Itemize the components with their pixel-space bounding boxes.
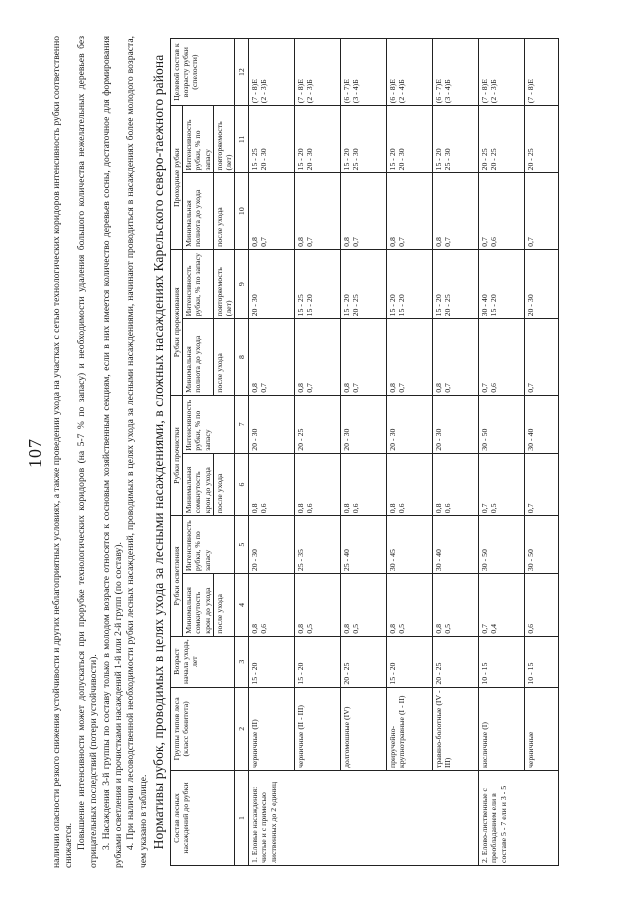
column-number: 10 — [235, 173, 249, 249]
thinning-intensity-cell-value: 15 - 20 — [397, 294, 407, 317]
target-composition-cell — [479, 39, 525, 106]
intro-text — [51, 36, 150, 868]
thinning-intensity-cell-value: 15 - 20 — [342, 294, 352, 317]
target-composition-cell — [433, 39, 479, 106]
passing-intensity-cell-value: 15 - 20 — [388, 148, 398, 171]
column-number: 8 — [235, 319, 249, 395]
passing-intensity-cell-value: 25 - 30 — [443, 148, 453, 171]
header-min-density: Минимальная полнота до ухода — [183, 319, 214, 395]
thinning-min-density-cell-value: 0,7 — [305, 383, 315, 393]
clearing-intensity-cell: 25 - 40 — [341, 516, 387, 574]
passing-min-density-cell-value: 0,8 — [342, 237, 352, 247]
clearing-min-density-cell — [341, 574, 387, 637]
header-min-density: Минимальная сомкнутость крон до ухода — [183, 574, 214, 637]
cleaning-intensity-cell: 30 - 40 — [525, 395, 559, 453]
clearing-min-density-cell-value: 0,5 — [397, 623, 407, 634]
target-composition-cell-value: (7 - 8)Е — [296, 79, 306, 104]
passing-intensity-cell — [387, 106, 433, 173]
intro-paragraph: 3. Насаждения 3-й группы по составу только в молодом возрасте относятся к сосновым хозяйственным секциям, если в них имеется количество деревьев сосны, достаточное для формирования рубками осветления и прочистками насаждений 1-й или 2-й групп (по составу). — [100, 36, 125, 868]
intro-paragraph: наличии опасности резкого снижения устойчивости и других неблагоприятных условиях, а также проведении ухода на участках с сетью технологических коридоров интенсивность рубки соответственно снижается. — [51, 36, 75, 868]
header-repeat: повторяемость (лет) — [213, 106, 234, 173]
cleaning-min-density-cell-value: 0,7 — [526, 503, 536, 514]
forest-type-cell: травяно-болотные (IV - III) — [433, 687, 479, 770]
table-row — [341, 39, 387, 866]
passing-intensity-cell-value: 20 - 30 — [259, 148, 269, 171]
column-number: 9 — [235, 249, 249, 318]
thinning-intensity-cell — [387, 249, 433, 318]
target-composition-cell-value: (2 - 3)Б — [259, 79, 269, 104]
table-row — [249, 39, 295, 866]
cleaning-intensity-cell: 20 - 30 — [341, 395, 387, 453]
intro-paragraph: 4. При наличии лесоводственной необходимости рубки лесных насаждений, проводимых в целях ухода за лесными насаждениями, начинают проводиться в насаждениях более молодого возраста, чем указано в таблице. — [125, 36, 149, 868]
target-composition-cell-value: (3 - 4)Б — [443, 79, 453, 104]
thinning-min-density-cell-value: 0,8 — [342, 383, 352, 393]
header-intensity: Интенсивность рубки, % по запасу — [183, 516, 235, 574]
thinning-min-density-cell-value: 0,7 — [259, 383, 269, 393]
target-composition-cell — [341, 39, 387, 106]
thinning-intensity-cell-value: 15 - 25 — [296, 294, 306, 317]
clearing-min-density-cell-value: 0,5 — [351, 623, 361, 634]
thinning-min-density-cell-value: 0,7 — [351, 383, 361, 393]
passing-intensity-cell — [249, 106, 295, 173]
passing-min-density-cell — [249, 173, 295, 249]
header-repeat: повторяемость (лет) — [213, 249, 234, 318]
header-clearing: Рубки осветления — [171, 516, 183, 636]
passing-min-density-cell-value: 0,7 — [443, 237, 453, 247]
thinning-min-density-cell-value: 0,8 — [388, 383, 398, 393]
passing-min-density-cell-value: 0,7 — [259, 237, 269, 247]
target-composition-cell-value: (7 - 8)Е — [526, 79, 536, 104]
table-row — [525, 39, 559, 866]
header-after: после ухода — [213, 574, 234, 637]
column-number: 11 — [235, 106, 249, 173]
thinning-min-density-cell-value: 0,6 — [489, 383, 499, 393]
header-after: после ухода — [213, 319, 234, 395]
thinning-intensity-cell-value: 30 - 40 — [480, 294, 490, 317]
target-composition-cell-value: (2 - 3)Б — [489, 79, 499, 104]
passing-intensity-cell-value: 20 - 25 — [526, 148, 536, 171]
table-row — [433, 39, 479, 866]
page-number: 107 — [25, 438, 45, 468]
clearing-min-density-cell-value: 0,7 — [480, 623, 490, 634]
passing-intensity-cell — [295, 106, 341, 173]
cleaning-min-density-cell-value: 0,7 — [480, 503, 490, 514]
passing-min-density-cell — [525, 173, 559, 249]
clearing-min-density-cell — [525, 574, 559, 637]
passing-min-density-cell-value: 0,7 — [397, 237, 407, 247]
target-composition-cell — [525, 39, 559, 106]
passing-min-density-cell-value: 0,8 — [388, 237, 398, 247]
column-number: 6 — [235, 453, 249, 516]
table-row — [387, 39, 433, 866]
target-composition-cell-value: (6 - 7)Е — [342, 79, 352, 104]
cleaning-min-density-cell — [249, 453, 295, 516]
passing-intensity-cell — [433, 106, 479, 173]
column-number: 12 — [235, 39, 249, 106]
clearing-intensity-cell: 25 - 35 — [295, 516, 341, 574]
target-composition-cell — [249, 39, 295, 106]
thinning-intensity-cell-value: 15 - 20 — [388, 294, 398, 317]
cleaning-min-density-cell-value: 0,8 — [434, 503, 444, 514]
passing-min-density-cell — [387, 173, 433, 249]
clearing-min-density-cell-value: 0,4 — [489, 623, 499, 634]
clearing-min-density-cell — [433, 574, 479, 637]
clearing-intensity-cell: 20 - 30 — [249, 516, 295, 574]
passing-min-density-cell — [479, 173, 525, 249]
header-intensity: Интенсивность рубки, % по запасу — [183, 249, 214, 318]
start-age-cell: 20 - 25 — [433, 636, 479, 687]
column-number: 5 — [235, 516, 249, 574]
thinning-min-density-cell — [479, 319, 525, 395]
passing-min-density-cell-value: 0,7 — [351, 237, 361, 247]
norms-table — [170, 38, 559, 866]
group-label: 2. Елово-лиственные с преобладанием ели в составе 5 - 7 ели и 3 - 5 — [479, 771, 559, 866]
cleaning-intensity-cell: 20 - 30 — [387, 395, 433, 453]
clearing-min-density-cell-value: 0,6 — [526, 623, 536, 634]
clearing-min-density-cell-value: 0,8 — [388, 623, 398, 634]
header-start-age: Возраст начала ухода, лет — [171, 636, 235, 687]
target-composition-cell-value: (6 - 7)Е — [434, 79, 444, 104]
thinning-intensity-cell-value: 20 - 25 — [443, 294, 453, 317]
cleaning-min-density-cell — [341, 453, 387, 516]
clearing-min-density-cell-value: 0,8 — [434, 623, 444, 634]
thinning-intensity-cell — [525, 249, 559, 318]
forest-type-cell: черничные — [525, 687, 559, 770]
thinning-min-density-cell-value: 0,7 — [397, 383, 407, 393]
clearing-min-density-cell-value: 0,5 — [443, 623, 453, 634]
passing-intensity-cell-value: 15 - 20 — [342, 148, 352, 171]
group-label: 1. Еловые насаждения: чистые и с примесью лиственных до 2 единиц — [249, 771, 479, 866]
cleaning-min-density-cell — [525, 453, 559, 516]
clearing-intensity-cell: 30 - 50 — [479, 516, 525, 574]
start-age-cell: 20 - 25 — [341, 636, 387, 687]
target-composition-cell-value: (2 - 3)Б — [305, 79, 315, 104]
passing-min-density-cell-value: 0,8 — [434, 237, 444, 247]
header-cleaning: Рубки прочистки — [171, 395, 183, 515]
target-composition-cell — [387, 39, 433, 106]
cleaning-min-density-cell-value: 0,6 — [305, 503, 315, 514]
cleaning-min-density-cell-value: 0,6 — [397, 503, 407, 514]
header-min-density: Минимальная полнота до ухода — [183, 173, 214, 249]
cleaning-min-density-cell-value: 0,8 — [296, 503, 306, 514]
start-age-cell: 10 - 15 — [479, 636, 525, 687]
header-composition: Состав лесных насаждений до рубки — [171, 771, 235, 866]
passing-intensity-cell-value: 20 - 25 — [489, 148, 499, 171]
passing-min-density-cell — [433, 173, 479, 249]
clearing-min-density-cell — [479, 574, 525, 637]
table-row — [479, 39, 525, 866]
intro-paragraph: Повышение интенсивности может допускаться при прорубке технологических коридоров (на 5-7 % по запасу) и необходимости удаления большого количества нежелательных деревьев без отрицательных последствий (потери устойчивости). — [75, 36, 100, 868]
passing-intensity-cell-value: 20 - 25 — [480, 148, 490, 171]
cleaning-intensity-cell: 20 - 30 — [433, 395, 479, 453]
thinning-min-density-cell-value: 0,8 — [250, 383, 260, 393]
header-after: после ухода — [213, 173, 234, 249]
passing-intensity-cell-value: 20 - 30 — [397, 148, 407, 171]
table-body — [249, 39, 559, 866]
cleaning-min-density-cell-value: 0,8 — [250, 503, 260, 514]
passing-intensity-cell-value: 15 - 25 — [250, 148, 260, 171]
thinning-intensity-cell — [433, 249, 479, 318]
thinning-intensity-cell-value: 15 - 20 — [305, 294, 315, 317]
passing-intensity-cell-value: 15 - 20 — [434, 148, 444, 171]
cleaning-intensity-cell: 30 - 50 — [479, 395, 525, 453]
thinning-intensity-cell-value: 20 - 30 — [250, 294, 260, 317]
column-number: 4 — [235, 574, 249, 637]
cleaning-min-density-cell-value: 0,6 — [443, 503, 453, 514]
target-composition-cell-value: (3 - 4)Б — [351, 79, 361, 104]
passing-min-density-cell-value: 0,6 — [489, 237, 499, 247]
passing-min-density-cell — [295, 173, 341, 249]
cleaning-min-density-cell-value: 0,8 — [342, 503, 352, 514]
header-intensity: Интенсивность рубки, % по запасу — [183, 106, 214, 173]
thinning-intensity-cell — [479, 249, 525, 318]
thinning-min-density-cell-value: 0,8 — [296, 383, 306, 393]
header-after: после ухода — [213, 453, 234, 516]
thinning-intensity-cell-value: 20 - 30 — [526, 294, 536, 317]
passing-intensity-cell-value: 25 - 30 — [351, 148, 361, 171]
passing-intensity-cell-value: 15 - 20 — [296, 148, 306, 171]
cleaning-min-density-cell — [479, 453, 525, 516]
clearing-min-density-cell — [387, 574, 433, 637]
forest-type-cell: приручейно-крупнотравные (I - II) — [387, 687, 433, 770]
thinning-intensity-cell-value: 20 - 25 — [351, 294, 361, 317]
thinning-min-density-cell — [387, 319, 433, 395]
cleaning-min-density-cell-value: 0,8 — [388, 503, 398, 514]
cleaning-min-density-cell-value: 0,6 — [259, 503, 269, 514]
clearing-intensity-cell: 30 - 50 — [525, 516, 559, 574]
thinning-min-density-cell — [433, 319, 479, 395]
column-number: 1 — [235, 771, 249, 866]
cleaning-min-density-cell — [295, 453, 341, 516]
forest-type-cell: долгомошные (IV) — [341, 687, 387, 770]
cleaning-min-density-cell-value: 0,6 — [351, 503, 361, 514]
passing-min-density-cell-value: 0,7 — [526, 237, 536, 247]
passing-min-density-cell-value: 0,8 — [250, 237, 260, 247]
passing-intensity-cell — [525, 106, 559, 173]
passing-intensity-cell — [479, 106, 525, 173]
passing-min-density-cell-value: 0,7 — [480, 237, 490, 247]
table-row — [295, 39, 341, 866]
start-age-cell: 10 - 15 — [525, 636, 559, 687]
forest-type-cell: черничные (II - III) — [295, 687, 341, 770]
start-age-cell: 15 - 20 — [295, 636, 341, 687]
header-thinning: Рубки прореживания — [171, 249, 183, 395]
thinning-intensity-cell — [295, 249, 341, 318]
cleaning-min-density-cell — [433, 453, 479, 516]
start-age-cell: 15 - 20 — [249, 636, 295, 687]
header-min-density: Минимальная сомкнутость крон до ухода — [183, 453, 214, 516]
header-intensity: Интенсивность рубки, % по запасу — [183, 395, 235, 453]
header-passing: Проходные рубки — [171, 106, 183, 250]
header-forest-type-group: Группы типов леса (класс бонитета) — [171, 687, 235, 770]
thinning-min-density-cell — [249, 319, 295, 395]
passing-min-density-cell-value: 0,7 — [305, 237, 315, 247]
clearing-intensity-cell: 30 - 40 — [433, 516, 479, 574]
clearing-min-density-cell-value: 0,8 — [250, 623, 260, 634]
clearing-min-density-cell — [295, 574, 341, 637]
column-number: 2 — [235, 687, 249, 770]
passing-min-density-cell-value: 0,8 — [296, 237, 306, 247]
thinning-intensity-cell-value: 15 - 20 — [489, 294, 499, 317]
passing-min-density-cell — [341, 173, 387, 249]
thinning-min-density-cell — [295, 319, 341, 395]
clearing-min-density-cell — [249, 574, 295, 637]
thinning-min-density-cell-value: 0,8 — [434, 383, 444, 393]
clearing-min-density-cell-value: 0,8 — [342, 623, 352, 634]
cleaning-intensity-cell: 20 - 25 — [295, 395, 341, 453]
column-number: 7 — [235, 395, 249, 453]
thinning-min-density-cell — [341, 319, 387, 395]
rotated-page — [21, 26, 619, 878]
header-target: Целевой состав к возрасту рубки (спелости) — [171, 39, 235, 106]
thinning-min-density-cell — [525, 319, 559, 395]
thinning-min-density-cell-value: 0,7 — [443, 383, 453, 393]
column-numbers-row — [235, 39, 249, 866]
target-composition-cell — [295, 39, 341, 106]
forest-type-cell: черничные (II) — [249, 687, 295, 770]
start-age-cell: 15 - 20 — [387, 636, 433, 687]
clearing-min-density-cell-value: 0,5 — [305, 623, 315, 634]
thinning-intensity-cell-value: 15 - 20 — [434, 294, 444, 317]
cleaning-min-density-cell-value: 0,5 — [489, 503, 499, 514]
target-composition-cell-value: (7 - 8)Е — [250, 79, 260, 104]
target-composition-cell-value: (2 - 4)Б — [397, 79, 407, 104]
column-number: 3 — [235, 636, 249, 687]
cleaning-intensity-cell: 20 - 30 — [249, 395, 295, 453]
thinning-min-density-cell-value: 0,7 — [526, 383, 536, 393]
passing-intensity-cell — [341, 106, 387, 173]
clearing-min-density-cell-value: 0,8 — [296, 623, 306, 634]
target-composition-cell-value: (6 - 8)Е — [388, 79, 398, 104]
table-title: Нормативы рубок, проводимых в целях ухода за лесными насаждениями, в сложных насаждениях Карельского северо-таежного района — [151, 54, 166, 850]
clearing-intensity-cell: 30 - 45 — [387, 516, 433, 574]
table-header — [171, 39, 249, 866]
forest-type-cell: кисличные (I) — [479, 687, 525, 770]
cleaning-min-density-cell — [387, 453, 433, 516]
thinning-intensity-cell — [249, 249, 295, 318]
thinning-intensity-cell — [341, 249, 387, 318]
clearing-min-density-cell-value: 0,6 — [259, 623, 269, 634]
target-composition-cell-value: (7 - 8)Е — [480, 79, 490, 104]
passing-intensity-cell-value: 20 - 30 — [305, 148, 315, 171]
thinning-min-density-cell-value: 0,7 — [480, 383, 490, 393]
